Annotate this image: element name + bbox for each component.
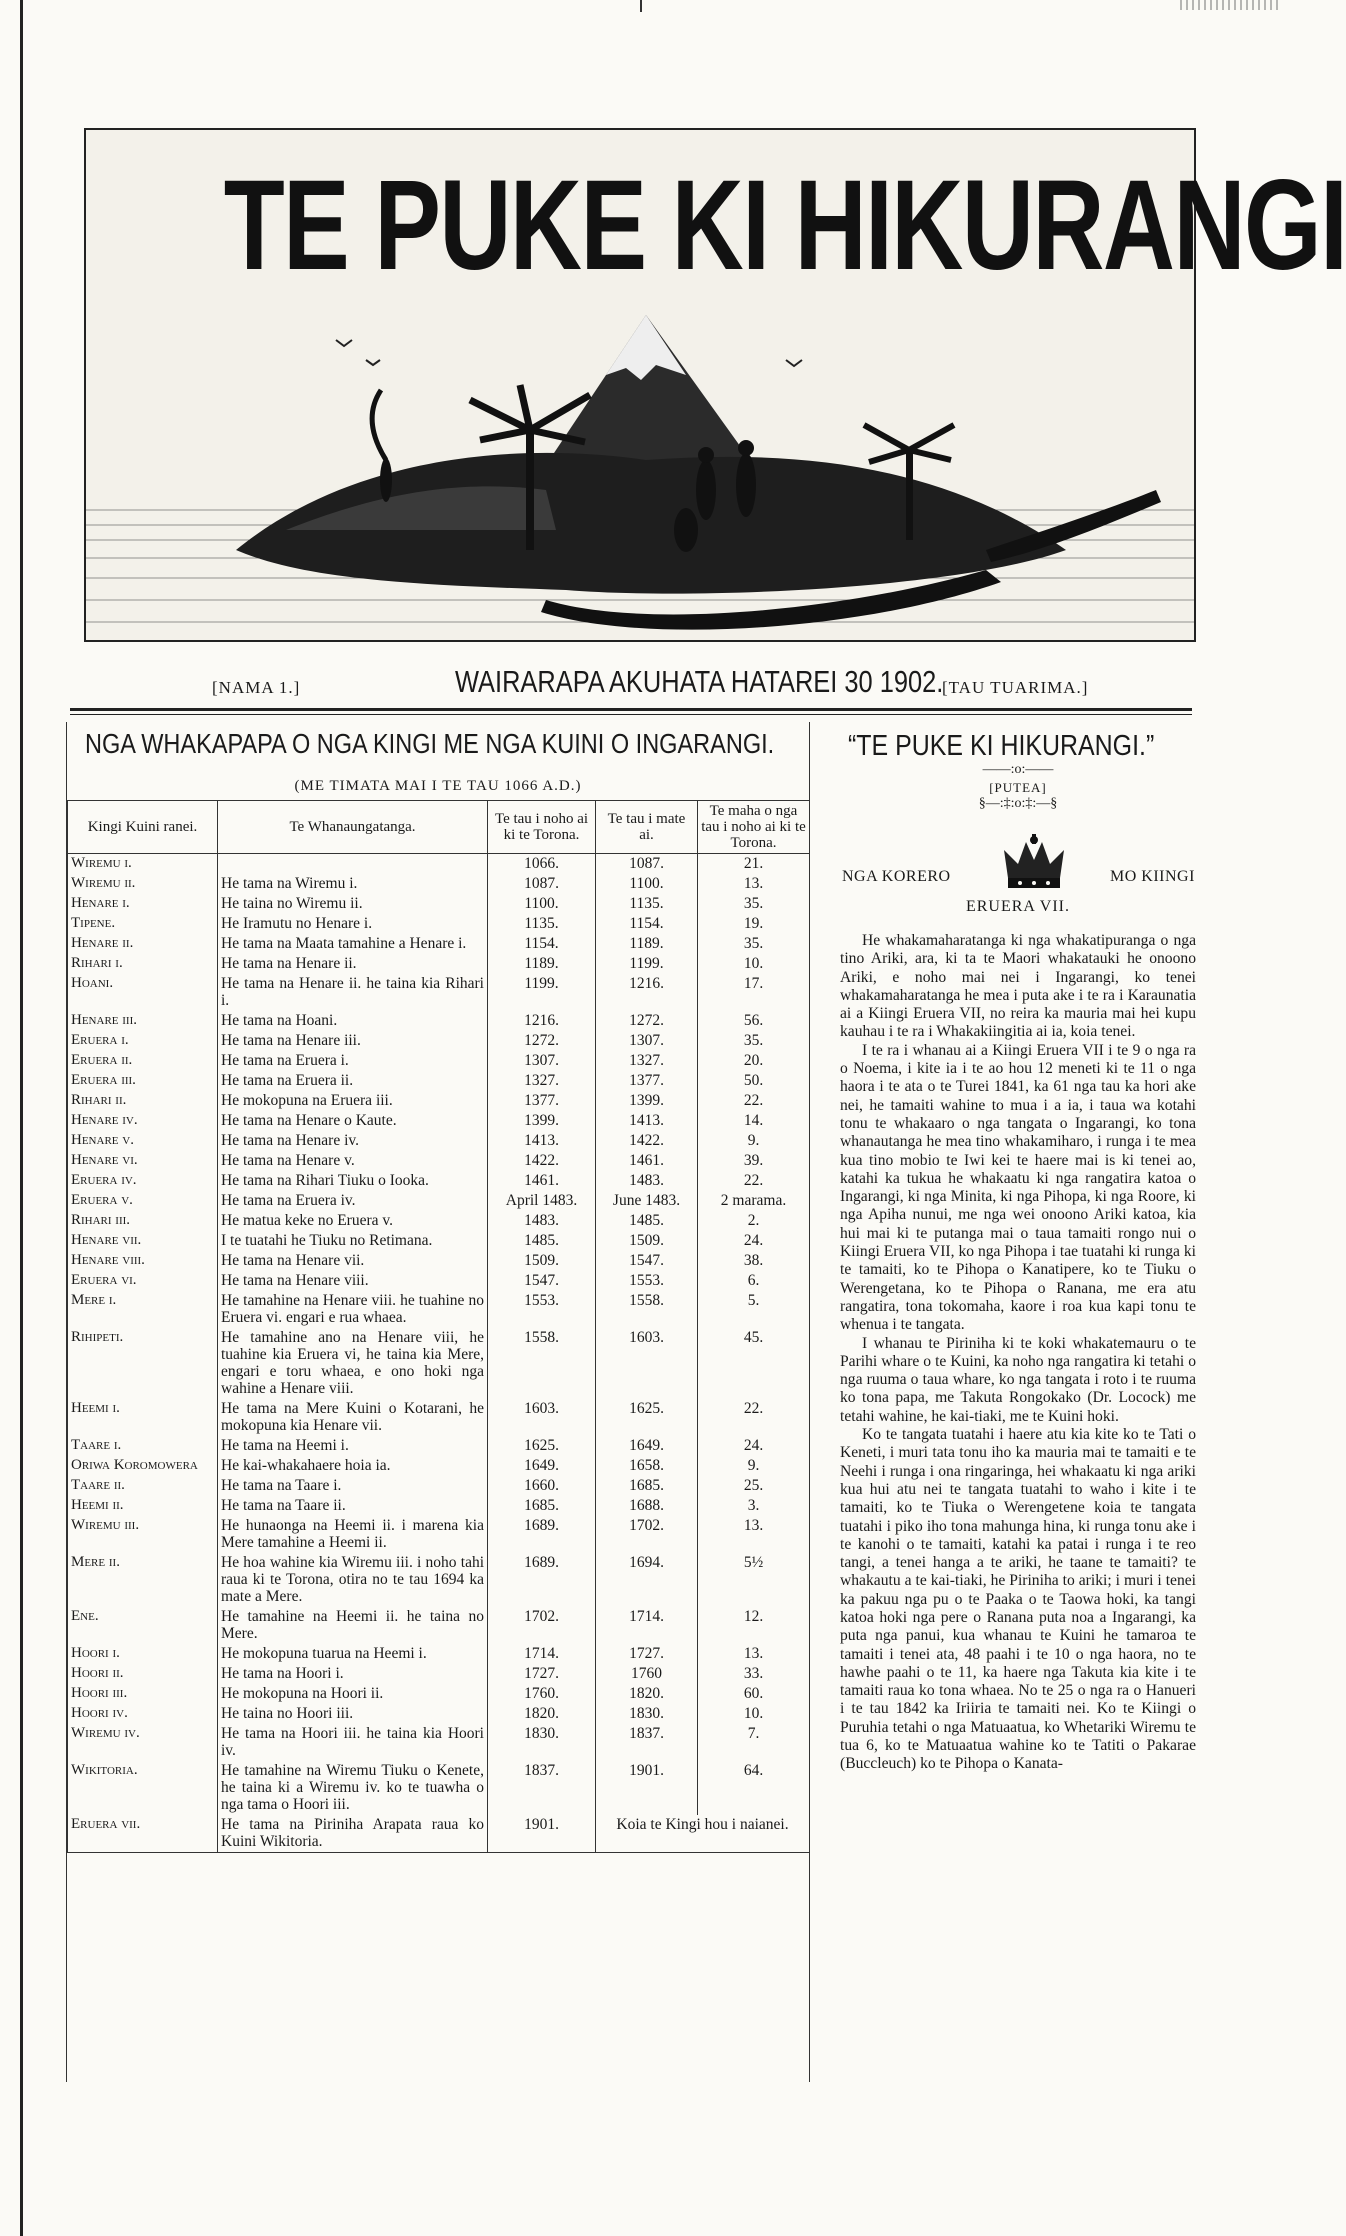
death-year-cell: Koia te Kingi hou i naianei. <box>596 1815 810 1853</box>
table-row <box>68 954 810 974</box>
relationship-cell: He tama na Henare o Kaute. <box>218 1111 488 1131</box>
death-year-cell: 1649. <box>596 1436 698 1456</box>
relationship-cell: He tama na Henare iii. <box>218 1031 488 1051</box>
scan-mark <box>640 0 642 12</box>
reign-length-cell: 56. <box>698 1011 810 1031</box>
accession-year-cell: 1483. <box>488 1211 596 1231</box>
death-year-cell: 1483. <box>596 1171 698 1191</box>
accession-year-cell: 1714. <box>488 1644 596 1664</box>
reign-length-cell: 3. <box>698 1496 810 1516</box>
relationship-cell: He tamahine ano na Henare viii, he tuahine kia Eruera vi, he taina kia Mere, engari e toru whaea, e ono hoki nga wahine a Henare viii. <box>218 1328 488 1399</box>
table-row <box>68 1456 810 1476</box>
death-year-cell: 1685. <box>596 1476 698 1496</box>
death-year-cell: 1688. <box>596 1496 698 1516</box>
table-row <box>68 1291 810 1328</box>
king-name-cell: Oriwa Koromowera <box>68 1456 218 1476</box>
accession-year-cell: 1422. <box>488 1151 596 1171</box>
issue-number: [NAMA 1.] <box>212 678 301 697</box>
table-row <box>68 854 810 875</box>
relationship-cell: He Iramutu no Henare i. <box>218 914 488 934</box>
relationship-cell: He tama na Mere Kuini o Kotarani, he mokopuna kia Henare vii. <box>218 1399 488 1436</box>
reign-length-cell: 38. <box>698 1251 810 1271</box>
relationship-cell: He tama na Henare ii. he taina kia Rihari i. <box>218 974 488 1011</box>
death-year-cell: 1422. <box>596 1131 698 1151</box>
table-row <box>68 1516 810 1553</box>
accession-year-cell: 1216. <box>488 1011 596 1031</box>
accession-year-cell: 1760. <box>488 1684 596 1704</box>
table-row <box>68 1011 810 1031</box>
king-name-cell: Henare v. <box>68 1131 218 1151</box>
relationship-cell: He tama na Henare v. <box>218 1151 488 1171</box>
accession-year-cell: 1154. <box>488 934 596 954</box>
reign-length-cell: 22. <box>698 1399 810 1436</box>
accession-year-cell: April 1483. <box>488 1191 596 1211</box>
table-row <box>68 1704 810 1724</box>
reign-length-cell: 14. <box>698 1111 810 1131</box>
relationship-cell: He tama na Eruera ii. <box>218 1071 488 1091</box>
relationship-cell: He kai-whakahaere hoia ia. <box>218 1456 488 1476</box>
relationship-cell <box>218 854 488 875</box>
relationship-cell: He tama na Hoori i. <box>218 1664 488 1684</box>
table-row <box>68 1231 810 1251</box>
reign-length-cell: 19. <box>698 914 810 934</box>
accession-year-cell: 1189. <box>488 954 596 974</box>
article-paragraph: Ko te tangata tuatahi i haere atu kia kite ko te Tati o Keneti, i muri tata tonu iho ka mauria mai te tamaiti e te Neehi i runga i ona ringaringa, hei whakaatu ki nga ariki kua hui atu nei te tangata tuatahi to waho i kite i te tamaiti, ko te Tiuka o Werengetene koia te tangata tuatahi i piko iho tona mahunga hina, ki runga tonu ake i te kanohi o te tamaiti, katahi ka patai i runga i te reo tangi, a tenei hanga a te ariki, he taane te tamaiti? te whakautu a te kai-tiaki, he Piriniha to ariki; i muri i tenei ka pakuu nga pu o te Paaka o te Taowa hoki, ka tangi katoa hoki nga pere o Ranana puta noa a Ingarangi, ka puta nga panui, kua whanau te Kuini he tamaroa te tamaiti i tenei ata, 48 paahi i te 10 o nga haora, no te hawhe paahi o te 11, ka haere nga Takuta kia kite i te tamaiti raua ko tona whaea. No te 25 o nga ra o Hanueri i te tau 1842 ka Iriiria te tamaiti nei. Ko te Kiingi o Puruhia tetahi o nga Matuaatua, ko Whetariki Wiremu te tua 6, ko te Matuaatua wahine ko te Tatiti o Pakarae (Buccleuch) ko te Pihopa o Kanata- <box>840 1426 1196 1773</box>
reign-length-cell: 6. <box>698 1271 810 1291</box>
table-title: NGA WHAKAPAPA O NGA KINGI ME NGA KUINI O INGARANGI. <box>85 728 775 759</box>
death-year-cell: 1327. <box>596 1051 698 1071</box>
death-year-cell: 1658. <box>596 1456 698 1476</box>
ornament-divider: §—:‡:o:‡:—§ <box>978 796 1058 811</box>
table-row <box>68 1091 810 1111</box>
accession-year-cell: 1660. <box>488 1476 596 1496</box>
article-heading-right: MO KIINGI <box>1110 868 1195 885</box>
accession-year-cell: 1461. <box>488 1171 596 1191</box>
table-row <box>68 1815 810 1853</box>
reign-length-cell: 2. <box>698 1211 810 1231</box>
accession-year-cell: 1830. <box>488 1724 596 1761</box>
accession-year-cell: 1307. <box>488 1051 596 1071</box>
king-name-cell: Hoani. <box>68 974 218 1011</box>
death-year-cell: 1625. <box>596 1399 698 1436</box>
table-row <box>68 1051 810 1071</box>
king-name-cell: Henare vii. <box>68 1231 218 1251</box>
article-paragraph: I whanau te Piriniha ki te koki whakatemauru o te Parihi whare o te Kuini, ka noho nga rangatira ki tetahi o nga ruuma o taua whare, ko nga tangata i roto i te ruuma ko tona papa, me Takuta Rongokako (Dr. Locock) me tetahi wahine, he kai-tiaki, me te Kuini hoki. <box>840 1334 1196 1425</box>
king-name-cell: Wiremu iii. <box>68 1516 218 1553</box>
accession-year-cell: 1727. <box>488 1664 596 1684</box>
death-year-cell: 1603. <box>596 1328 698 1399</box>
king-name-cell: Heemi ii. <box>68 1496 218 1516</box>
relationship-cell: He tama na Henare iv. <box>218 1131 488 1151</box>
relationship-cell: He tama na Taare ii. <box>218 1496 488 1516</box>
reign-length-cell: 7. <box>698 1724 810 1761</box>
accession-year-cell: 1649. <box>488 1456 596 1476</box>
accession-year-cell: 1087. <box>488 874 596 894</box>
accession-year-cell: 1901. <box>488 1815 596 1853</box>
relationship-cell: He tama na Piriniha Arapata raua ko Kuini Wikitoria. <box>218 1815 488 1853</box>
death-year-cell: 1694. <box>596 1553 698 1607</box>
reign-length-cell: 22. <box>698 1091 810 1111</box>
crown-icon <box>996 834 1072 892</box>
accession-year-cell: 1689. <box>488 1553 596 1607</box>
relationship-cell: He tama na Henare ii. <box>218 954 488 974</box>
king-name-cell: Hoori ii. <box>68 1664 218 1684</box>
section-label: [PUTEA] <box>989 780 1047 795</box>
accession-year-cell: 1199. <box>488 974 596 1011</box>
death-year-cell: 1830. <box>596 1704 698 1724</box>
death-year-cell: 1377. <box>596 1071 698 1091</box>
accession-year-cell: 1066. <box>488 854 596 875</box>
reign-length-cell: 5½ <box>698 1553 810 1607</box>
table-row <box>68 1664 810 1684</box>
masthead <box>84 128 1346 642</box>
death-year-cell: 1727. <box>596 1644 698 1664</box>
relationship-cell: He tama na Heemi i. <box>218 1436 488 1456</box>
relationship-cell: I te tuatahi he Tiuku no Retimana. <box>218 1231 488 1251</box>
table-row <box>68 1031 810 1051</box>
scan-noise <box>1180 0 1280 10</box>
column-header: Te Whanaungatanga. <box>218 801 488 854</box>
death-year-cell: 1087. <box>596 854 698 875</box>
reign-length-cell: 35. <box>698 1031 810 1051</box>
column-header: Te tau i mate ai. <box>596 801 698 854</box>
table-row <box>68 1607 810 1644</box>
table-row <box>68 1436 810 1456</box>
death-year-cell: 1399. <box>596 1091 698 1111</box>
ornament-divider: ——:o:—— <box>982 762 1054 777</box>
table-row <box>68 1644 810 1664</box>
accession-year-cell: 1603. <box>488 1399 596 1436</box>
king-name-cell: Hoori iii. <box>68 1684 218 1704</box>
article-heading-left: NGA KORERO <box>842 868 951 885</box>
table-row <box>68 1131 810 1151</box>
table-row <box>68 1191 810 1211</box>
king-name-cell: Rihari i. <box>68 954 218 974</box>
accession-year-cell: 1135. <box>488 914 596 934</box>
relationship-cell: He tamahine na Heemi ii. he taina no Mere. <box>218 1607 488 1644</box>
relationship-cell: He mokopuna na Eruera iii. <box>218 1091 488 1111</box>
table-row <box>68 914 810 934</box>
king-name-cell: Eruera vii. <box>68 1815 218 1853</box>
king-name-cell: Mere ii. <box>68 1553 218 1607</box>
relationship-cell: He mokopuna tuarua na Heemi i. <box>218 1644 488 1664</box>
accession-year-cell: 1837. <box>488 1761 596 1815</box>
reign-length-cell: 35. <box>698 934 810 954</box>
issue-volume: [TAU TUARIMA.] <box>942 678 1089 697</box>
king-name-cell: Tipene. <box>68 914 218 934</box>
relationship-cell: He tama na Wiremu i. <box>218 874 488 894</box>
article-masthead-title: “TE PUKE KI HIKURANGI.” <box>848 730 1155 762</box>
king-name-cell: Rihari ii. <box>68 1091 218 1111</box>
king-name-cell: Henare ii. <box>68 934 218 954</box>
death-year-cell: 1714. <box>596 1607 698 1644</box>
king-name-cell: Taare i. <box>68 1436 218 1456</box>
table-row <box>68 874 810 894</box>
death-year-cell: 1307. <box>596 1031 698 1051</box>
issue-line <box>70 664 1200 706</box>
reign-length-cell: 12. <box>698 1607 810 1644</box>
reign-length-cell: 9. <box>698 1131 810 1151</box>
kings-table <box>67 800 810 1853</box>
table-row <box>68 894 810 914</box>
king-name-cell: Henare iv. <box>68 1111 218 1131</box>
relationship-cell: He taina no Wiremu ii. <box>218 894 488 914</box>
accession-year-cell: 1413. <box>488 1131 596 1151</box>
reign-length-cell: 5. <box>698 1291 810 1328</box>
reign-length-cell: 50. <box>698 1071 810 1091</box>
table-row <box>68 1251 810 1271</box>
king-name-cell: Eruera v. <box>68 1191 218 1211</box>
table-row <box>68 1111 810 1131</box>
table-row <box>68 1071 810 1091</box>
king-name-cell: Eruera iv. <box>68 1171 218 1191</box>
accession-year-cell: 1327. <box>488 1071 596 1091</box>
king-name-cell: Eruera i. <box>68 1031 218 1051</box>
reign-length-cell: 35. <box>698 894 810 914</box>
relationship-cell: He matua keke no Eruera v. <box>218 1211 488 1231</box>
table-row <box>68 1496 810 1516</box>
header-rule-thin <box>70 714 1192 715</box>
death-year-cell: 1760 <box>596 1664 698 1684</box>
accession-year-cell: 1685. <box>488 1496 596 1516</box>
relationship-cell: He mokopuna na Hoori ii. <box>218 1684 488 1704</box>
king-name-cell: Wiremu ii. <box>68 874 218 894</box>
accession-year-cell: 1485. <box>488 1231 596 1251</box>
king-name-cell: Rihipeti. <box>68 1328 218 1399</box>
article-paragraph: He whakamaharatanga ki nga whakatipuranga o nga tino Ariki, ara, ki ta te Maori whakatauki he onoono Ariki, e noho mai nei i Ingarangi, ko tenei whakamaharatanga he mea i puta ake i te ra i Karaunatia ai a Kiingi Eruera VII, no reira ka mauria mai hei kupu kauhau i te ra i Whakakiingitia ai ia, koia tenei. <box>840 932 1196 1041</box>
relationship-cell: He tama na Rihari Tiuku o Iooka. <box>218 1171 488 1191</box>
king-name-cell: Wiremu i. <box>68 854 218 875</box>
relationship-cell: He tamahine na Wiremu Tiuku o Kenete, he taina ki a Wiremu iv. ko te tuawha o nga tama o Hoori iii. <box>218 1761 488 1815</box>
relationship-cell: He tama na Eruera i. <box>218 1051 488 1071</box>
death-year-cell: 1154. <box>596 914 698 934</box>
king-name-cell: Rihari iii. <box>68 1211 218 1231</box>
reign-length-cell: 13. <box>698 1644 810 1664</box>
accession-year-cell: 1820. <box>488 1704 596 1724</box>
table-row <box>68 1761 810 1815</box>
death-year-cell: 1820. <box>596 1684 698 1704</box>
death-year-cell: 1100. <box>596 874 698 894</box>
article-paragraph: I te ra i whanau ai a Kiingi Eruera VII i te 9 o nga ra o Noema, i kite ia i te ao hou 12 meneti ki te 11 o nga haora i te ata o te Turei 1841, ka 61 nga tau ka hori ake nei, he tamaiti wahine to mua i a ia, i taua wa kotahi tonu te whakaaro o nga tangata o Ingarangi, ko tona whanautanga he mea tino whakamiharo, i runga i te mea kua tino mobio te Iwi kei te haere mai is ki tenei ao, katahi ka tukua he whakaatu ki nga rangatira katoa o Ingarangi, ki nga Minita, ki nga Pihopa, ki nga Roore, ki nga Apiha nunui, me nga wei onoono Ariki katoa, kia hui mai ki te putanga mai o taua tamaiti rongo nui o Kiingi Eruera VII, ko nga Pihopa i tae tuatahi ki runga ki te tamaiti, ko te Pihopa o Kanatipere, ko te Tiuku o Werengetana, ko te Pihopa o Ranana, me era atu rangatira, tona tokomaha, kaore i roa kua kapi tonu te whenua i te tangata. <box>840 1041 1196 1334</box>
accession-year-cell: 1272. <box>488 1031 596 1051</box>
column-header: Te tau i noho ai ki te Torona. <box>488 801 596 854</box>
relationship-cell: He tama na Eruera iv. <box>218 1191 488 1211</box>
table-row <box>68 974 810 1011</box>
reign-length-cell: 13. <box>698 874 810 894</box>
relationship-cell: He tama na Henare viii. <box>218 1271 488 1291</box>
death-year-cell: 1553. <box>596 1271 698 1291</box>
king-name-cell: Ene. <box>68 1607 218 1644</box>
accession-year-cell: 1558. <box>488 1328 596 1399</box>
table-header-row <box>68 801 810 854</box>
relationship-cell: He taina no Hoori iii. <box>218 1704 488 1724</box>
king-name-cell: Eruera vi. <box>68 1271 218 1291</box>
table-row <box>68 1553 810 1607</box>
reign-length-cell: 60. <box>698 1684 810 1704</box>
death-year-cell: 1413. <box>596 1111 698 1131</box>
accession-year-cell: 1625. <box>488 1436 596 1456</box>
accession-year-cell: 1702. <box>488 1607 596 1644</box>
death-year-cell: 1509. <box>596 1231 698 1251</box>
table-subtitle: (ME TIMATA MAI I TE TAU 1066 A.D.) <box>294 778 582 794</box>
table-row <box>68 1171 810 1191</box>
reign-length-cell: 39. <box>698 1151 810 1171</box>
reign-length-cell: 17. <box>698 974 810 1011</box>
king-name-cell: Henare viii. <box>68 1251 218 1271</box>
column-header: Te maha o nga tau i noho ai ki te Torona. <box>698 801 810 854</box>
death-year-cell: 1135. <box>596 894 698 914</box>
relationship-cell: He tamahine na Henare viii. he tuahine no Eruera vi. engari e rua whaea. <box>218 1291 488 1328</box>
article-body <box>840 932 1196 1774</box>
reign-length-cell: 24. <box>698 1231 810 1251</box>
king-name-cell: Wiremu iv. <box>68 1724 218 1761</box>
table-row <box>68 1399 810 1436</box>
death-year-cell: 1189. <box>596 934 698 954</box>
accession-year-cell: 1399. <box>488 1111 596 1131</box>
death-year-cell: 1558. <box>596 1291 698 1328</box>
table-row <box>68 1328 810 1399</box>
reign-length-cell: 10. <box>698 954 810 974</box>
table-row <box>68 1684 810 1704</box>
king-name-cell: Mere i. <box>68 1291 218 1328</box>
king-name-cell: Eruera ii. <box>68 1051 218 1071</box>
relationship-cell: He hunaonga na Heemi ii. i marena kia Mere tamahine a Heemi ii. <box>218 1516 488 1553</box>
reign-length-cell: 22. <box>698 1171 810 1191</box>
king-name-cell: Henare iii. <box>68 1011 218 1031</box>
table-row <box>68 1271 810 1291</box>
relationship-cell: He tama na Henare vii. <box>218 1251 488 1271</box>
table-row <box>68 934 810 954</box>
relationship-cell: He tama na Hoori iii. he taina kia Hoori iv. <box>218 1724 488 1761</box>
accession-year-cell: 1509. <box>488 1251 596 1271</box>
king-name-cell: Wikitoria. <box>68 1761 218 1815</box>
death-year-cell: 1702. <box>596 1516 698 1553</box>
relationship-cell: He hoa wahine kia Wiremu iii. i noho tahi raua ki te Torona, otira no te tau 1694 ka mate a Mere. <box>218 1553 488 1607</box>
reign-length-cell: 10. <box>698 1704 810 1724</box>
death-year-cell: 1199. <box>596 954 698 974</box>
table-row <box>68 1724 810 1761</box>
king-name-cell: Henare vi. <box>68 1151 218 1171</box>
king-name-cell: Heemi i. <box>68 1399 218 1436</box>
death-year-cell: 1272. <box>596 1011 698 1031</box>
masthead-title: TE PUKE KI HIKURANGI <box>223 154 1346 297</box>
king-name-cell: Taare ii. <box>68 1476 218 1496</box>
reign-length-cell: 64. <box>698 1761 810 1815</box>
reign-length-cell: 9. <box>698 1456 810 1476</box>
genealogy-section <box>66 722 810 2082</box>
reign-length-cell: 2 marama. <box>698 1191 810 1211</box>
accession-year-cell: 1553. <box>488 1291 596 1328</box>
relationship-cell: He tama na Taare i. <box>218 1476 488 1496</box>
king-name-cell: Eruera iii. <box>68 1071 218 1091</box>
issue-date: WAIRARAPA AKUHATA HATAREI 30 1902. <box>455 664 944 699</box>
death-year-cell: 1485. <box>596 1211 698 1231</box>
reign-length-cell: 20. <box>698 1051 810 1071</box>
reign-length-cell: 45. <box>698 1328 810 1399</box>
accession-year-cell: 1377. <box>488 1091 596 1111</box>
article-heading-name: ERUERA VII. <box>965 898 1071 915</box>
table-row <box>68 1476 810 1496</box>
reign-length-cell: 21. <box>698 854 810 875</box>
death-year-cell: June 1483. <box>596 1191 698 1211</box>
death-year-cell: 1901. <box>596 1761 698 1815</box>
page-binding-edge <box>20 0 23 2236</box>
accession-year-cell: 1689. <box>488 1516 596 1553</box>
reign-length-cell: 25. <box>698 1476 810 1496</box>
death-year-cell: 1547. <box>596 1251 698 1271</box>
death-year-cell: 1837. <box>596 1724 698 1761</box>
king-name-cell: Hoori i. <box>68 1644 218 1664</box>
king-name-cell: Henare i. <box>68 894 218 914</box>
table-row <box>68 1211 810 1231</box>
death-year-cell: 1461. <box>596 1151 698 1171</box>
reign-length-cell: 13. <box>698 1516 810 1553</box>
reign-length-cell: 33. <box>698 1664 810 1684</box>
reign-length-cell: 24. <box>698 1436 810 1456</box>
death-year-cell: 1216. <box>596 974 698 1011</box>
column-header: Kingi Kuini ranei. <box>68 801 218 854</box>
king-name-cell: Hoori iv. <box>68 1704 218 1724</box>
relationship-cell: He tama na Maata tamahine a Henare i. <box>218 934 488 954</box>
header-rule <box>70 708 1192 711</box>
table-row <box>68 1151 810 1171</box>
accession-year-cell: 1547. <box>488 1271 596 1291</box>
accession-year-cell: 1100. <box>488 894 596 914</box>
relationship-cell: He tama na Hoani. <box>218 1011 488 1031</box>
